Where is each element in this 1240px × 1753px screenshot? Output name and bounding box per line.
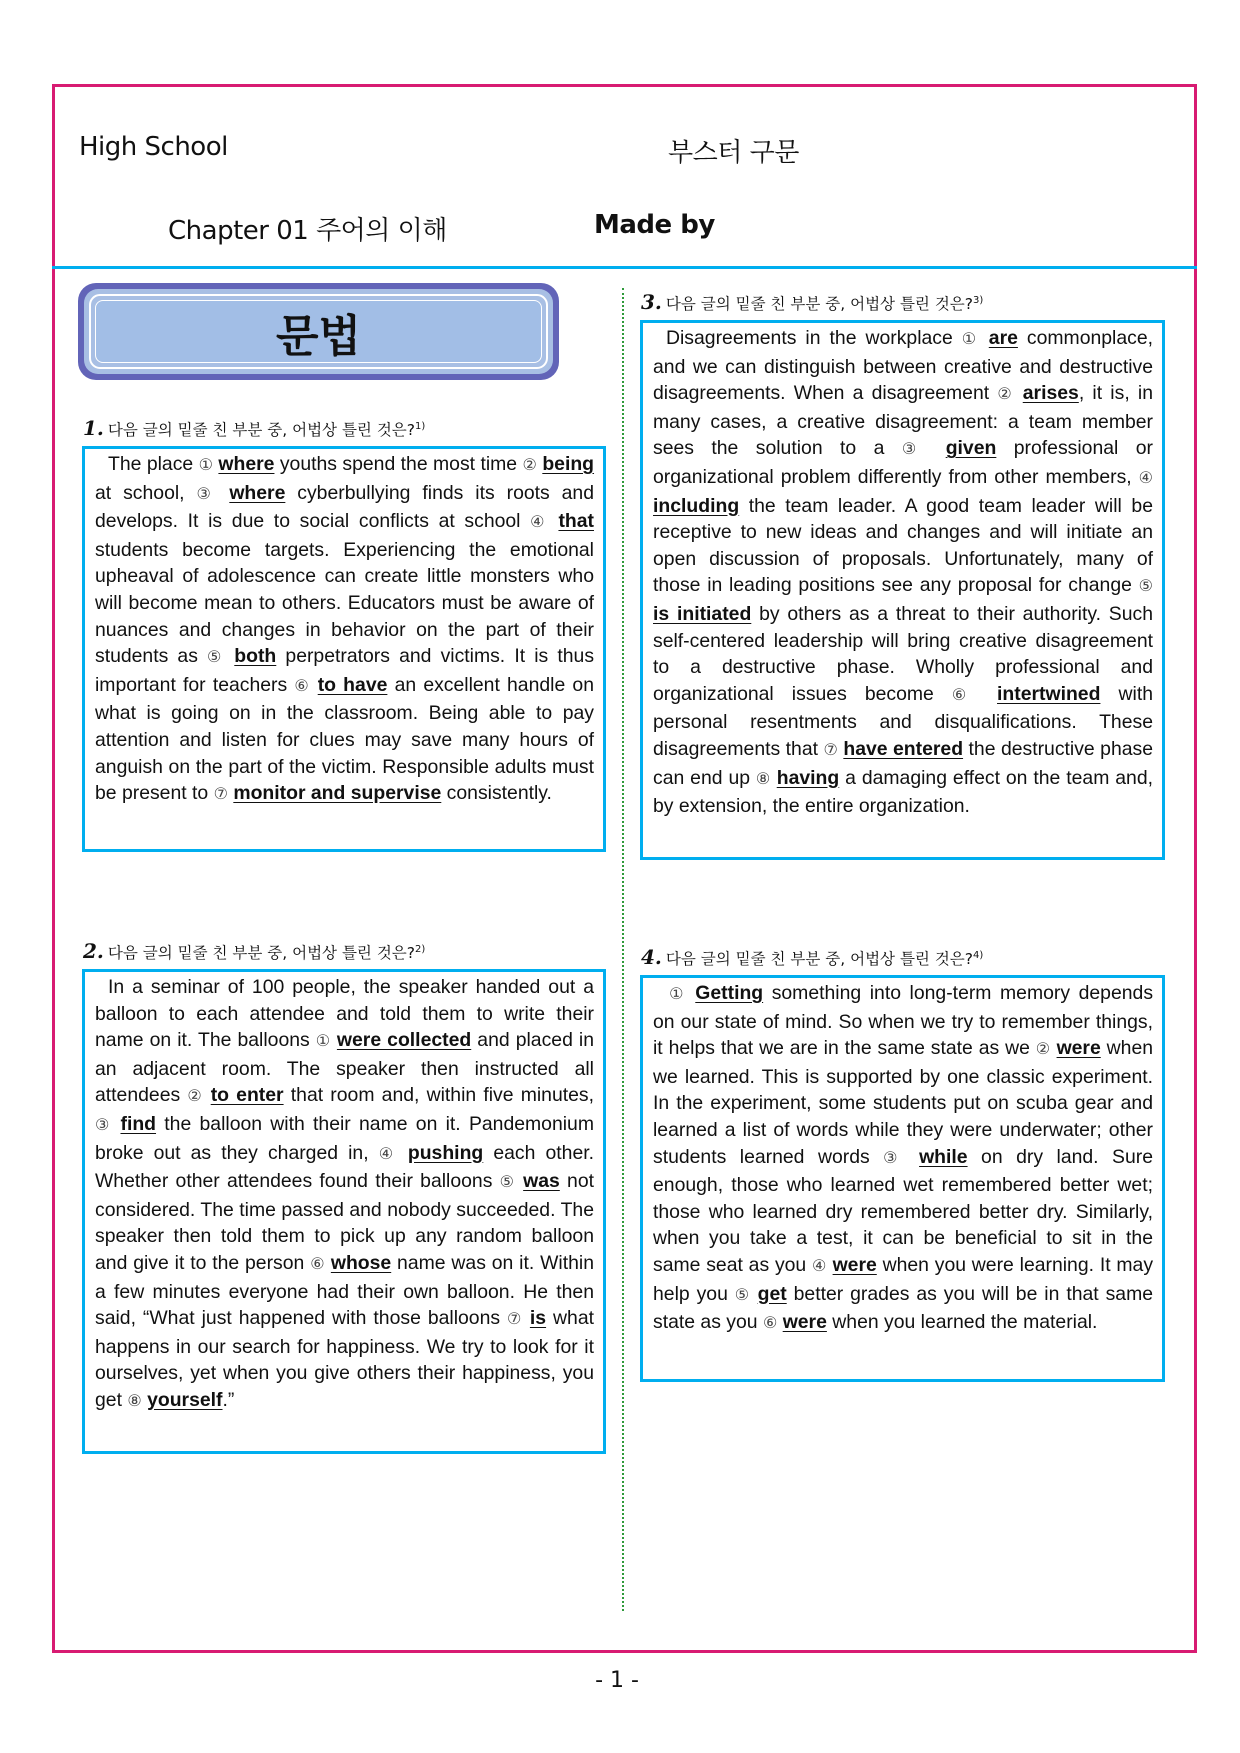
passage-text: on dry land. Sure enough, those who learned wet remembered better wet; those who learned dry remembered better dry. Similarly, when you take a test, it can be beneficial to sit in the same seat as you [653, 1145, 1154, 1276]
passage-text [225, 645, 234, 667]
option-number: ③ [883, 1149, 906, 1167]
option-number: ⑧ [127, 1392, 142, 1410]
question-prompt: 다음 글의 밑줄 친 부분 중, 어법상 틀린 것은? [107, 944, 416, 962]
passage-text: the team leader. A good team leader will be receptive to new ideas and changes and will initiate an open discussion of proposals. Unfortunately, many of those in leading positions see any proposal for change [653, 494, 1153, 597]
passage-text [980, 327, 989, 349]
question-1-passage [82, 446, 606, 852]
passage-text: when you were learning. It may help you [653, 1253, 1154, 1305]
passage-text [311, 674, 318, 696]
option-number: ④ [812, 1257, 827, 1275]
option-number: ③ [95, 1116, 113, 1134]
option-number: ④ [378, 1145, 398, 1163]
passage-text [1015, 382, 1023, 404]
book-title: 부스터 구문 [668, 138, 799, 168]
passage-text: youths spend the most time [274, 453, 523, 475]
level-label: High School [79, 132, 228, 162]
passage-text [549, 510, 559, 532]
footnote-marker: 3) [973, 294, 984, 306]
underlined-option: yourself [147, 1388, 223, 1411]
option-number: ② [1035, 1041, 1051, 1059]
option-number: ⑦ [507, 1311, 523, 1329]
option-number: ⑦ [213, 786, 228, 804]
underlined-option: including [653, 494, 740, 517]
option-number: ⑥ [762, 1315, 778, 1333]
passage-text: better grades as you will be in that same state as you [653, 1282, 1154, 1334]
passage-text [204, 1084, 211, 1106]
question-prompt: 다음 글의 밑줄 친 부분 중, 어법상 틀린 것은? [665, 950, 974, 968]
passage-text: professional or organizational problem differently from other members, [653, 437, 1153, 488]
section-badge-label: 문법 [95, 300, 542, 363]
passage-text: by others as a threat to their authority. Such self-centered leadership will bring creative disagreement to a destructive phase. Wholly professional and organizational issues become [653, 602, 1153, 705]
page-number: - 1 - [595, 1668, 639, 1693]
passage-text: The place [108, 453, 199, 475]
passage-text: Disagreements in the workplace [666, 327, 962, 349]
option-number: ⑦ [823, 741, 838, 759]
footnote-marker: 1) [415, 420, 426, 432]
question-number: 2. [83, 939, 104, 963]
passage-text: commonplace, and we can distinguish between creative and destructive disagreements. When a disagreement [653, 327, 1154, 405]
passage-text [687, 982, 696, 1004]
option-number: ③ [196, 485, 218, 503]
option-number: ⑥ [951, 686, 979, 704]
option-number: ② [997, 386, 1015, 404]
option-number: ⑤ [207, 649, 226, 667]
underlined-option: Getting [695, 982, 764, 1004]
passage-text: when you learned the material. [826, 1311, 1098, 1334]
passage-text [398, 1142, 408, 1164]
underlined-option: monitor and supervise [233, 782, 442, 805]
option-number: ⑥ [294, 677, 311, 695]
option-number: ① [198, 457, 213, 474]
passage-text: what happens in our search for happiness. We try to look for it ourselves, yet when you give others their happiness, you get [95, 1307, 594, 1411]
passage-text [217, 482, 229, 504]
made-by-label: Made by [594, 210, 715, 240]
passage-text [751, 1283, 758, 1305]
passage-text: cyberbullying finds its roots and develops. It is due to social conflicts at school [95, 481, 595, 533]
question-3-heading [641, 290, 983, 314]
passage-text: something into long-term memory depends on our state of mind. So when we try to remember things, it helps that we are in the same state as we [653, 982, 1154, 1060]
footnote-marker: 2) [415, 943, 426, 955]
underlined-option: both [234, 645, 277, 668]
passage-text: name was on it. Within a few minutes everyone had their own balloon. He then said, “What just happened with those balloons [95, 1251, 594, 1330]
passage-text [523, 1307, 530, 1329]
passage-text [979, 683, 997, 705]
underlined-option: were collected [336, 1029, 472, 1052]
underlined-option: were [1056, 1037, 1101, 1060]
passage-text: a damaging effect on the team and, by extension, the entire organization. [653, 766, 1153, 818]
underlined-option: that [558, 510, 594, 533]
underlined-option: have entered [843, 737, 964, 760]
option-number: ② [187, 1088, 204, 1106]
underlined-option: where [218, 453, 275, 475]
passage-text: perpetrators and victims. It is thus important for teachers [95, 645, 595, 696]
underlined-option: where [229, 481, 286, 504]
passage-text: not considered. The time passed and nobody succeeded. The speaker then told them to pick up any random balloon and give it to the person [95, 1170, 595, 1274]
underlined-option: get [757, 1282, 787, 1305]
passage-text: the balloon with their name on it. Pandemonium broke out as they charged in, [95, 1112, 594, 1164]
passage-text: when we learned. This is supported by one classic experiment. In the experiment, some students put on scuba gear and learned a list of words while they were underwater; other students learned words [653, 1037, 1154, 1168]
underlined-option: were [832, 1253, 877, 1276]
underlined-option: while [919, 1145, 968, 1168]
underlined-option: arises [1022, 382, 1079, 405]
question-1-heading [83, 416, 425, 440]
option-number: ⑤ [734, 1286, 751, 1304]
underlined-option: to enter [210, 1084, 284, 1107]
option-number: ③ [901, 441, 929, 459]
section-badge [78, 283, 559, 380]
option-number: ④ [1138, 469, 1153, 487]
passage-text: with personal resentments and disqualifications. These disagreements that [653, 682, 1153, 760]
passage-text [906, 1146, 919, 1168]
question-number: 3. [641, 290, 662, 314]
question-4-heading [641, 945, 983, 969]
underlined-option: is [529, 1307, 547, 1330]
passage-text: each other. Whether other attendees found their balloons [95, 1141, 595, 1193]
passage-text: an excellent handle on what is going on in the classroom. Being able to pay attention and listen for clues may save many hours of anguish on the part of the victim. Responsible adults must be present to [95, 673, 595, 805]
option-number: ⑤ [499, 1174, 516, 1192]
passage-text: at school, [95, 481, 197, 504]
column-divider [622, 288, 624, 1611]
question-number: 1. [83, 416, 104, 440]
passage-text: consistently. [441, 782, 552, 805]
passage-text: students become targets. Experiencing the emotional upheaval of adolescence can create little monsters who will become mean to others. Educators must be aware of nuances and changes in behavior on the part of their students as [95, 538, 594, 668]
question-2-heading [83, 939, 425, 963]
underlined-option: find [120, 1112, 157, 1135]
question-prompt: 다음 글의 밑줄 친 부분 중, 어법상 틀린 것은? [665, 295, 974, 313]
header-divider [52, 266, 1197, 269]
underlined-option: given [945, 437, 997, 460]
passage-text: .” [222, 1388, 235, 1411]
option-number: ⑤ [1138, 578, 1153, 596]
option-number: ① [961, 331, 980, 348]
option-number: ① [315, 1033, 331, 1051]
passage-text: and placed in an adjacent room. The speaker then instructed all attendees [95, 1029, 595, 1107]
underlined-option: intertwined [997, 682, 1101, 705]
option-number: ⑥ [310, 1255, 325, 1273]
passage-text: , it is, in many cases, a creative disagreement: a team member sees the solution to a [653, 382, 1154, 460]
question-number: 4. [641, 945, 662, 969]
passage-text: In a seminar of 100 people, the speaker handed out a balloon to each attendee and told them to write their name on it. The balloons [95, 976, 594, 1052]
question-4-passage [640, 975, 1165, 1382]
option-number: ① [666, 986, 687, 1003]
option-number: ④ [530, 514, 549, 532]
footnote-marker: 4) [973, 949, 984, 961]
passage-text [928, 437, 945, 459]
underlined-option: pushing [407, 1141, 484, 1164]
option-number: ⑧ [755, 770, 771, 788]
passage-text: that room and, within five minutes, [283, 1084, 594, 1107]
underlined-option: is initiated [653, 602, 752, 625]
question-2-passage [82, 969, 606, 1454]
passage-text: the destructive phase can end up [653, 737, 1153, 789]
option-number: ② [522, 457, 537, 474]
underlined-option: to have [317, 673, 388, 696]
underlined-option: was [523, 1170, 560, 1193]
underlined-option: having [776, 766, 840, 789]
chapter-title: Chapter 01 주어의 이해 [168, 216, 447, 246]
underlined-option: were [782, 1311, 827, 1334]
underlined-option: are [988, 327, 1018, 349]
question-prompt: 다음 글의 밑줄 친 부분 중, 어법상 틀린 것은? [107, 421, 416, 439]
underlined-option: being [542, 453, 595, 475]
underlined-option: whose [330, 1251, 392, 1274]
question-3-passage [640, 320, 1165, 860]
